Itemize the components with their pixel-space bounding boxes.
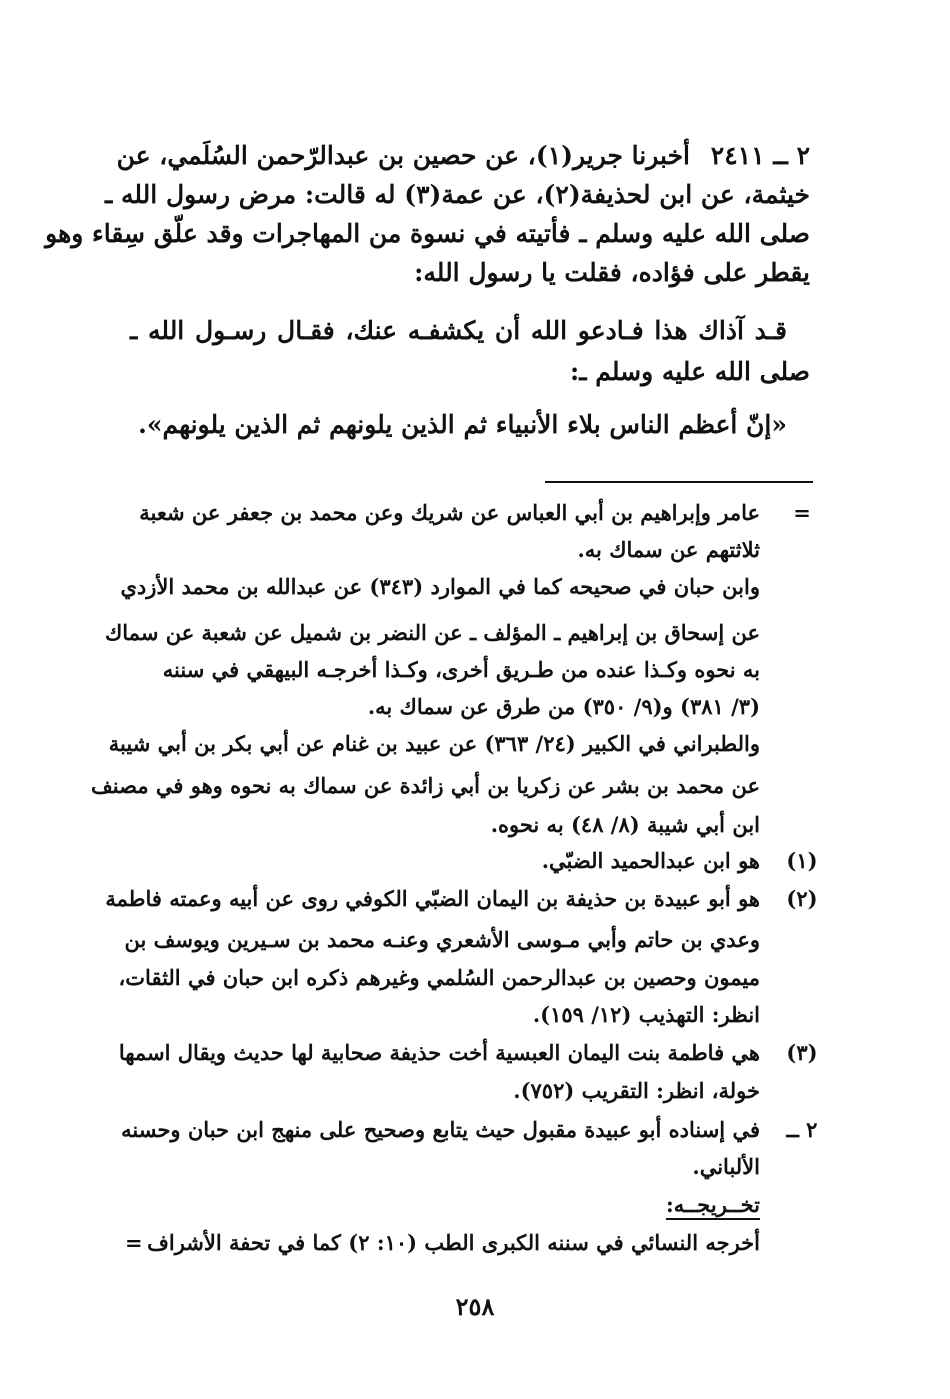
- footnote-line: وعدي بن حاتم وأبي مـوسى الأشعري وعنـه محمد بن سـيرين ويوسف بن: [124, 927, 760, 952]
- footnote-number: (٣): [786, 1040, 818, 1065]
- continuation-marker: =: [793, 500, 811, 525]
- footnote-line: ابن أبي شيبة (٨/ ٤٨) به نحوه.: [490, 812, 760, 837]
- footnote-line: ثلاثتهم عن سماك به.: [577, 537, 760, 562]
- footnote-line: عن محمد بن بشر عن زكريا بن أبي زائدة عن سماك به نحوه وهو في مصنف: [91, 773, 760, 798]
- footnote-number: (١): [786, 848, 818, 873]
- page-number: ٢٥٨: [455, 1292, 495, 1321]
- main-text-line: «إنّ أعظم الناس بلاء الأنبياء ثم الذين يلونهم ثم الذين يلونهم».: [138, 410, 787, 439]
- takhrij-heading: تخــريجــه:: [665, 1192, 760, 1217]
- grade-number: ٢ ــ: [786, 1117, 818, 1142]
- footnote-line: ميمون وحصين بن عبدالرحمن السُلمي وغيرهم ذكره ابن حبان في الثقات،: [118, 965, 760, 990]
- footnote-line: هي فاطمة بنت اليمان العبسية أخت حذيفة صحابية لها حديث ويقال اسمها: [118, 1040, 760, 1065]
- continuation-marker: =: [125, 1230, 143, 1255]
- footnote-line: وابن حبان في صحيحه كما في الموارد (٣٤٣) عن عبدالله بن محمد الأزدي: [120, 574, 760, 599]
- footnote-line: عن إسحاق بن إبراهيم ـ المؤلف ـ عن النضر بن شميل عن شعبة عن سماك: [104, 620, 760, 645]
- footnote-line: والطبراني في الكبير (٢٤/ ٣٦٣) عن عبيد بن غنام عن أبي بكر بن أبي شيبة: [108, 731, 760, 756]
- main-text-line: صلى الله عليه وسلم ـ فأتيته في نسوة من المهاجرات وقد علّق سِقاء وهو: [45, 219, 810, 248]
- main-text-line: خيثمة، عن ابن لحذيفة(٢)، عن عمة(٣) له قالت: مرض رسول الله ـ: [104, 180, 810, 209]
- takhrij-line: أخرجه النسائي في سننه الكبرى الطب (١٠: ٢) كما في تحفة الأشراف: [147, 1230, 760, 1255]
- hadith-number: ٢ ــ ٢٤١١: [710, 141, 810, 170]
- footnote-line: عامر وإبراهيم بن أبي العباس عن شريك وعن محمد بن جعفر عن شعبة: [139, 500, 760, 525]
- main-text-line: صلى الله عليه وسلم ـ:: [569, 357, 810, 386]
- main-text-line: يقطر على فؤاده، فقلت يا رسول الله:: [414, 258, 810, 287]
- footnote-line: في إسناده أبو عبيدة مقبول حيث يتابع وصحيح على منهج ابن حبان وحسنه: [121, 1117, 760, 1142]
- main-text-line: قـد آذاك هذا فـادعو الله أن يكشفـه عنك، فقـال رسـول الله ـ: [130, 316, 787, 345]
- main-text-line: أخبرنا جرير(١)، عن حصين بن عبدالرّحمن السُلَمي، عن: [116, 141, 690, 170]
- footnote-line: هو ابن عبدالحميد الضبّي.: [541, 848, 760, 873]
- footnote-line: هو أبو عبيدة بن حذيفة بن اليمان الضبّي الكوفي روى عن أبيه وعمته فاطمة: [105, 886, 760, 911]
- footnote-line: انظر: التهذيب (١٢/ ١٥٩).: [532, 1002, 760, 1027]
- footnote-line: به نحوه وكـذا عنده من طـريق أخرى، وكـذا أخرجـه البيهقي في سننه: [162, 657, 760, 682]
- footnote-line: (٣/ ٣٨١) و(٩/ ٣٥٠) من طرق عن سماك به.: [367, 694, 760, 719]
- footnote-line: الألباني.: [692, 1154, 760, 1179]
- footnote-number: (٢): [786, 886, 818, 911]
- footnote-separator: [545, 481, 813, 483]
- footnote-line: خولة، انظر: التقريب (٧٥٢).: [513, 1078, 760, 1103]
